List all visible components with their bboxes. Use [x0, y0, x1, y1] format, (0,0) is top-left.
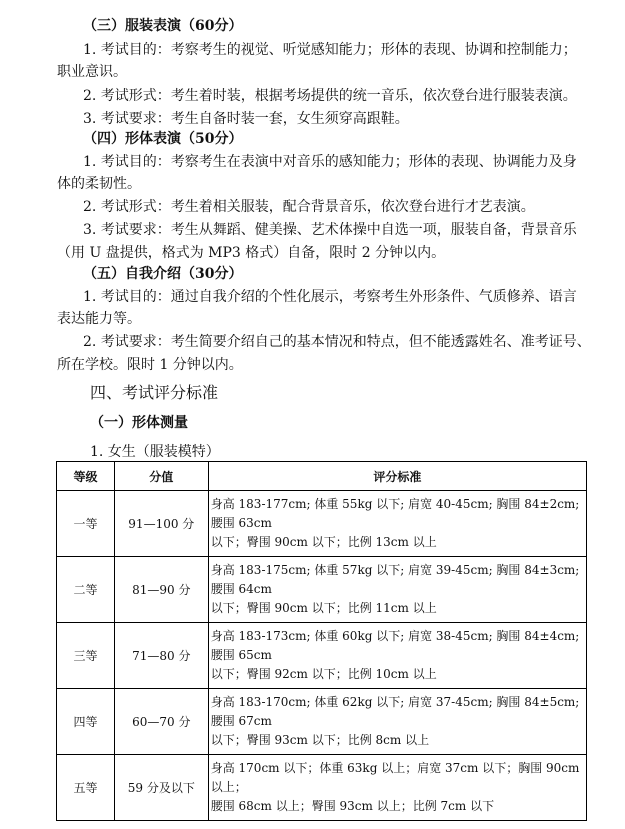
section-heading: （三）服装表演（60分） — [83, 18, 243, 34]
table-row — [57, 755, 587, 821]
paragraph-line: 1. 考试目的：考察考生的视觉、听觉感知能力；形体的表现、协调和控制能力； — [83, 42, 577, 58]
cell-score: 71—80 分 — [114, 623, 208, 689]
cell-grade: 四等 — [57, 689, 115, 755]
cell-score: 60—70 分 — [114, 689, 208, 755]
section-heading: （四）形体表演（50分） — [83, 131, 243, 147]
cell-score: 91—100 分 — [114, 491, 208, 557]
table-header-row — [57, 462, 587, 491]
section-heading: （五）自我介绍（30分） — [83, 266, 243, 282]
paragraph-line: 所在学校。限时 1 分钟以内。 — [57, 357, 243, 373]
paragraph-line: 2. 考试形式：考生着时装，根据考场提供的统一音乐，依次登台进行服装表演。 — [83, 88, 577, 104]
section-heading: 四、考试评分标准 — [90, 383, 219, 402]
table-row — [57, 491, 587, 557]
paragraph-line: 3. 考试要求：考生从舞蹈、健美操、艺术体操中自选一项，服装自备，背景音乐 — [83, 222, 577, 238]
cell-criteria: 身高 183-177cm; 体重 55kg 以下; 肩宽 40-45cm; 胸围 84±2cm; 腰围 63cm 以下；臀围 90cm 以下；比例 13cm 以上 — [208, 491, 586, 557]
paragraph-line: 1. 考试目的：考察考生在表演中对音乐的感知能力；形体的表现、协调能力及身 — [83, 154, 577, 170]
header-grade: 等级 — [57, 462, 115, 491]
paragraph-line: 3. 考试要求：考生自备时装一套，女生须穿高跟鞋。 — [83, 111, 409, 127]
header-score: 分值 — [114, 462, 208, 491]
cell-criteria: 身高 183-173cm; 体重 60kg 以下; 肩宽 38-45cm; 胸围 84±4cm; 腰围 65cm 以下；臀围 92cm 以下；比例 10cm 以上 — [208, 623, 586, 689]
paragraph-line: 1. 考试目的：通过自我介绍的个性化展示，考察考生外形条件、气质修养、语言 — [83, 289, 577, 305]
cell-grade: 五等 — [57, 755, 115, 821]
cell-criteria: 身高 183-170cm; 体重 62kg 以下; 肩宽 37-45cm; 胸围 84±5cm; 腰围 67cm 以下；臀围 93cm 以下；比例 8cm 以上 — [208, 689, 586, 755]
paragraph-line: 职业意识。 — [57, 64, 127, 80]
cell-grade: 一等 — [57, 491, 115, 557]
paragraph-line: 2. 考试形式：考生着相关服装，配合背景音乐，依次登台进行才艺表演。 — [83, 199, 535, 215]
cell-grade: 二等 — [57, 557, 115, 623]
table-row — [57, 623, 587, 689]
table-row — [57, 689, 587, 755]
cell-criteria: 身高 170cm 以下；体重 63kg 以上；肩宽 37cm 以下；胸围 90cm 以上； 腰围 68cm 以上；臀围 93cm 以上；比例 7cm 以下 — [208, 755, 586, 821]
paragraph-line: 1. 女生（服装模特） — [90, 444, 220, 460]
cell-criteria: 身高 183-175cm; 体重 57kg 以下; 肩宽 39-45cm; 胸围 84±3cm; 腰围 64cm 以下；臀围 90cm 以下；比例 11cm 以上 — [208, 557, 586, 623]
section-heading: （一）形体测量 — [90, 415, 188, 431]
paragraph-line: 2. 考试要求：考生简要介绍自己的基本情况和特点，但不能透露姓名、准考证号、 — [83, 334, 591, 350]
paragraph-line: 体的柔韧性。 — [57, 176, 141, 192]
table-row — [57, 557, 587, 623]
cell-score: 81—90 分 — [114, 557, 208, 623]
paragraph-line: 表达能力等。 — [57, 311, 141, 327]
scoring-table — [56, 461, 587, 821]
cell-grade: 三等 — [57, 623, 115, 689]
header-criteria: 评分标准 — [208, 462, 586, 491]
cell-score: 59 分及以下 — [114, 755, 208, 821]
paragraph-line: （用 U 盘提供，格式为 MP3 格式）自备，限时 2 分钟以内。 — [57, 245, 446, 261]
